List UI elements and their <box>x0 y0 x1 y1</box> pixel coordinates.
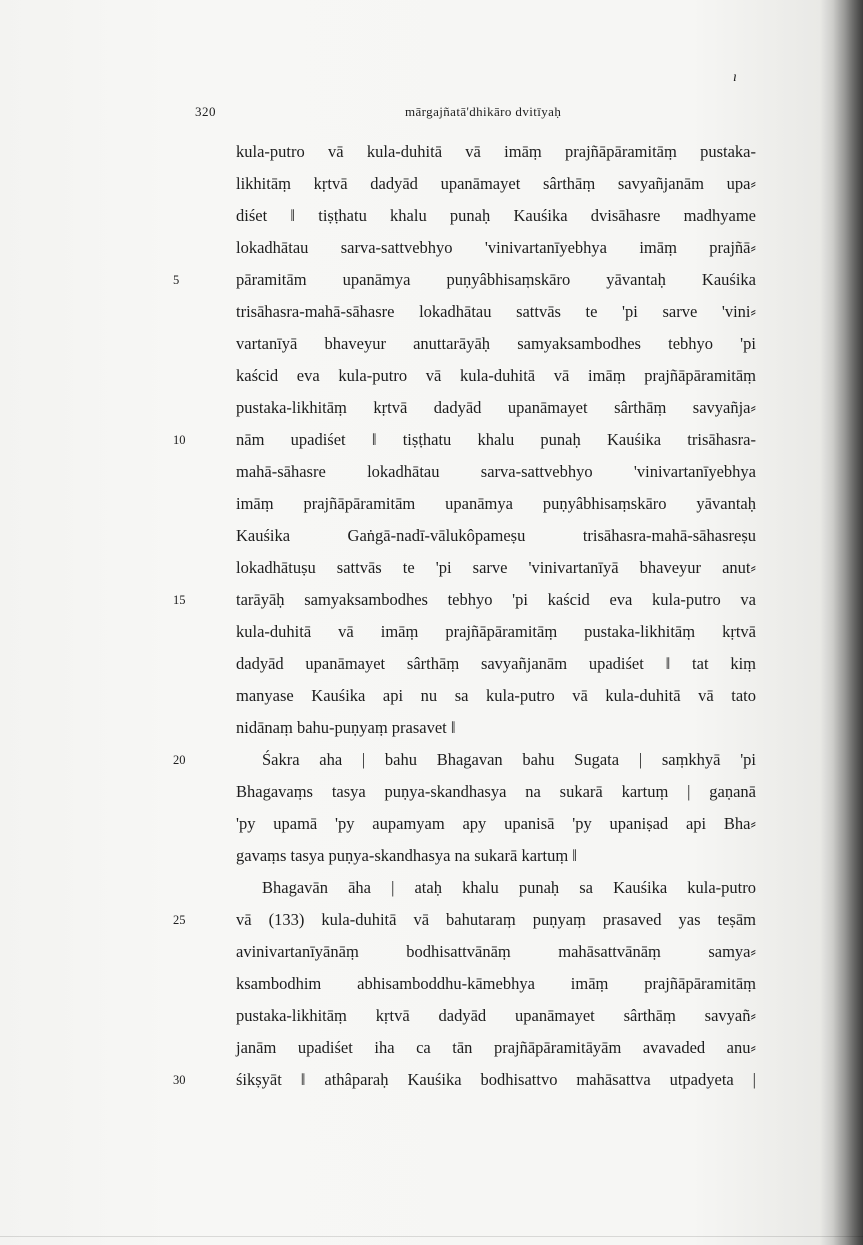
stray-ink-mark: ı <box>733 70 737 85</box>
line-number: 10 <box>173 433 186 447</box>
text-line: pustaka-likhitāṃ kṛtvā dadyād upanāmayet sârthāṃ savyañja⸗ <box>236 398 756 417</box>
page-header <box>195 104 755 124</box>
text-line: pāramitām upanāmya puṇyâbhisaṃskāro yāvantaḥ Kauśika <box>236 270 756 289</box>
text-line: Bhagavaṃs tasya puṇya-skandhasya na sukarā kartuṃ | gaṇanā <box>236 782 756 801</box>
text-line: imāṃ prajñāpāramitām upanāmya puṇyâbhisaṃskāro yāvantaḥ <box>236 494 756 513</box>
text-line: gavaṃs tasya puṇya-skandhasya na sukarā kartuṃ ‖ <box>236 846 577 865</box>
scan-bottom-edge <box>0 1236 863 1237</box>
line-number: 15 <box>173 593 186 607</box>
text-line: kula-putro vā kula-duhitā vā imāṃ prajñāpāramitāṃ pustaka- <box>236 142 756 161</box>
text-line: dadyād upanāmayet sârthāṃ savyañjanām upadiśet ‖ tat kiṃ <box>236 654 756 673</box>
text-line: vā (133) kula-duhitā vā bahutaraṃ puṇyaṃ prasaved yas teṣām <box>236 910 756 929</box>
text-line: kula-duhitā vā imāṃ prajñāpāramitāṃ pustaka-likhitāṃ kṛtvā <box>236 622 756 641</box>
text-line: kaścid eva kula-putro vā kula-duhitā vā imāṃ prajñāpāramitāṃ <box>236 366 756 385</box>
text-line: avinivartanīyānāṃ bodhisattvānāṃ mahāsattvānāṃ samya⸗ <box>236 942 756 961</box>
page-number: 320 <box>195 104 216 119</box>
text-line: likhitāṃ kṛtvā dadyād upanāmayet sârthāṃ savyañjanām upa⸗ <box>236 174 756 193</box>
text-line: pustaka-likhitāṃ kṛtvā dadyād upanāmayet sârthāṃ savyañ⸗ <box>236 1006 756 1025</box>
text-line: diśet ‖ tiṣṭhatu khalu punaḥ Kauśika dvisāhasre madhyame <box>236 206 756 225</box>
text-line: vartanīyā bhaveyur anuttarāyāḥ samyaksambodhes tebhyo 'pi <box>236 334 756 353</box>
text-line: mahā-sāhasre lokadhātau sarva-sattvebhyo 'vinivartanīyebhya <box>236 462 756 481</box>
line-number: 30 <box>173 1073 186 1087</box>
page-edge-shadow <box>833 0 863 1245</box>
text-line: nidānaṃ bahu-puṇyaṃ prasavet ‖ <box>236 718 456 737</box>
line-number: 5 <box>173 273 180 287</box>
line-number: 25 <box>173 913 186 927</box>
text-line: nām upadiśet ‖ tiṣṭhatu khalu punaḥ Kauśika trisāhasra- <box>236 430 756 449</box>
text-line: śikṣyāt ‖ athâparaḥ Kauśika bodhisattvo mahāsattva utpadyeta | <box>236 1070 756 1089</box>
text-line: manyase Kauśika api nu sa kula-putro vā kula-duhitā vā tato <box>236 686 756 705</box>
text-line: trisāhasra-mahā-sāhasre lokadhātau sattvās te 'pi sarve 'vini⸗ <box>236 302 756 321</box>
text-line: Kauśika Gaṅgā-nadī-vālukôpameṣu trisāhasra-mahā-sāhasreṣu <box>236 526 756 545</box>
running-head: mārgajñatā'dhikāro dvitīyaḥ <box>405 104 562 119</box>
text-line: janām upadiśet iha ca tān prajñāpāramitāyām avavaded anu⸗ <box>236 1038 756 1057</box>
text-line: Śakra aha | bahu Bhagavan bahu Sugata | saṃkhyā 'pi <box>262 750 756 769</box>
text-line: lokadhātau sarva-sattvebhyo 'vinivartanīyebhya imāṃ prajñā⸗ <box>236 238 756 257</box>
text-line: lokadhātuṣu sattvās te 'pi sarve 'vinivartanīyā bhaveyur anut⸗ <box>236 558 756 577</box>
text-line: 'py upamā 'py aupamyam apy upanisā 'py upaniṣad api Bha⸗ <box>236 814 756 833</box>
text-line: tarāyāḥ samyaksambodhes tebhyo 'pi kaścid eva kula-putro va <box>236 590 756 609</box>
text-line: Bhagavān āha | ataḥ khalu punaḥ sa Kauśika kula-putro <box>262 878 756 897</box>
text-line: ksambodhim abhisamboddhu-kāmebhya imāṃ prajñāpāramitāṃ <box>236 974 756 993</box>
line-number: 20 <box>173 753 186 767</box>
